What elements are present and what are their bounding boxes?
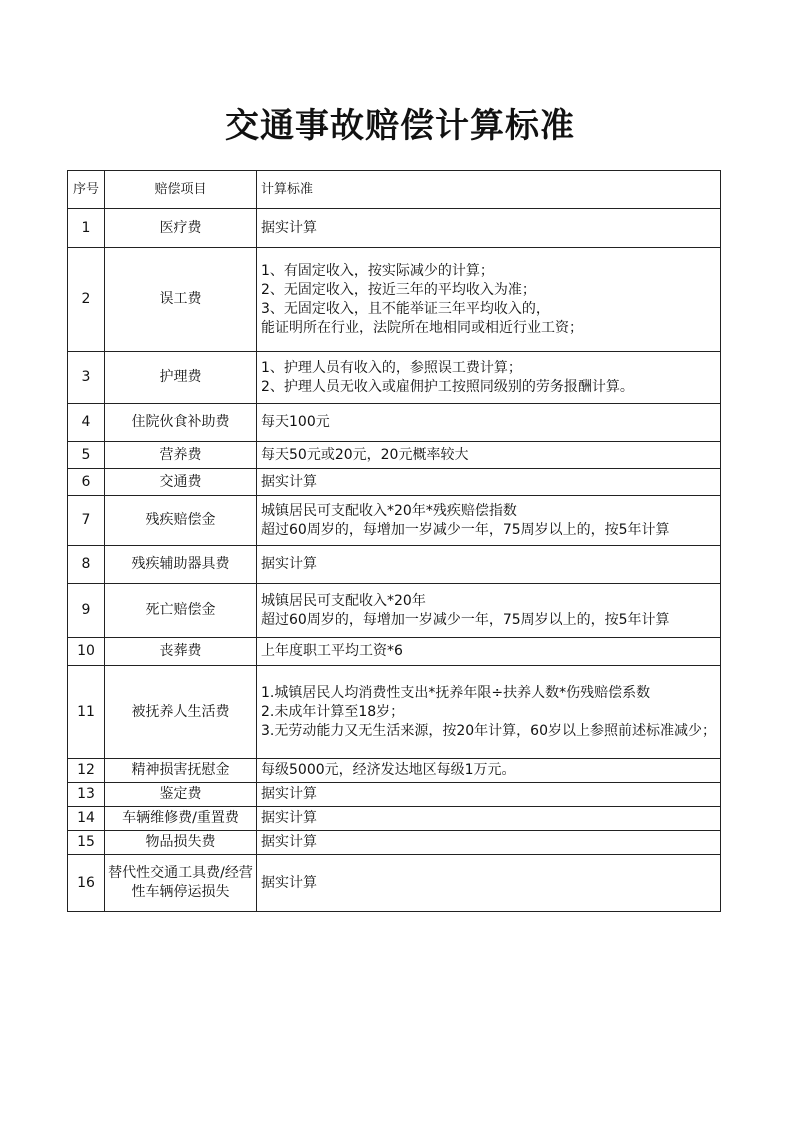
table-row [68, 831, 721, 855]
row-number: 11 [68, 666, 105, 759]
standard-line: 上年度职工平均工资*6 [261, 643, 403, 659]
compensation-item: 鉴定费 [105, 783, 257, 807]
compensation-item: 被抚养人生活费 [105, 666, 257, 759]
calculation-standard [257, 666, 721, 759]
table-row [68, 855, 721, 912]
compensation-item: 交通费 [105, 469, 257, 496]
standard-line: 城镇居民可支配收入*20年 [261, 592, 426, 609]
table-row [68, 584, 721, 638]
table-row [68, 496, 721, 546]
calculation-standard [257, 496, 721, 546]
compensation-item: 精神损害抚慰金 [105, 759, 257, 783]
row-number: 1 [68, 209, 105, 248]
row-number: 16 [68, 855, 105, 912]
row-number: 2 [68, 248, 105, 352]
standard-line: 每天100元 [261, 414, 330, 430]
standard-line: 3、无固定收入，且不能举证三年平均收入的， [261, 300, 550, 317]
standard-line: 1.城镇居民人均消费性支出*抚养年限÷扶养人数*伤残赔偿系数 [261, 684, 651, 701]
standard-line: 2、无固定收入，按近三年的平均收入为准； [261, 281, 536, 298]
calculation-standard [257, 638, 721, 666]
calculation-standard [257, 404, 721, 442]
calculation-standard [257, 584, 721, 638]
row-number: 5 [68, 442, 105, 469]
row-number: 13 [68, 783, 105, 807]
row-number: 7 [68, 496, 105, 546]
standard-line: 据实计算 [261, 834, 317, 850]
calculation-standard [257, 442, 721, 469]
standard-line: 每天50元或20元，20元概率较大 [261, 446, 469, 463]
table-row [68, 546, 721, 584]
standard-line: 1、有固定收入，按实际减少的计算； [261, 262, 494, 279]
row-number: 14 [68, 807, 105, 831]
compensation-item: 残疾赔偿金 [105, 496, 257, 546]
table-row [68, 469, 721, 496]
row-number: 3 [68, 352, 105, 404]
table-row [68, 807, 721, 831]
row-number: 9 [68, 584, 105, 638]
row-number: 8 [68, 546, 105, 584]
table-row [68, 638, 721, 666]
compensation-item: 替代性交通工具费/经营性车辆停运损失 [105, 855, 257, 912]
compensation-item: 残疾辅助器具费 [105, 546, 257, 584]
table-row [68, 783, 721, 807]
row-number: 4 [68, 404, 105, 442]
standard-line: 3.无劳动能力又无生活来源，按20年计算，60岁以上参照前述标准减少； [261, 722, 716, 739]
standard-line: 超过60周岁的，每增加一岁减少一年，75周岁以上的，按5年计算 [261, 521, 670, 538]
compensation-item: 医疗费 [105, 209, 257, 248]
calculation-standard [257, 783, 721, 807]
standard-line: 2.未成年计算至18岁； [261, 703, 405, 720]
calculation-standard [257, 248, 721, 352]
compensation-item: 护理费 [105, 352, 257, 404]
compensation-item: 住院伙食补助费 [105, 404, 257, 442]
standard-line: 能证明所在行业，法院所在地相同或相近行业工资； [261, 319, 583, 336]
header-standard: 计算标准 [257, 171, 721, 209]
table-row [68, 442, 721, 469]
compensation-item: 误工费 [105, 248, 257, 352]
standard-line: 据实计算 [261, 810, 317, 826]
header-no: 序号 [68, 171, 105, 209]
calculation-standard [257, 807, 721, 831]
compensation-item: 营养费 [105, 442, 257, 469]
standard-line: 1、护理人员有收入的，参照误工费计算； [261, 359, 522, 376]
row-number: 12 [68, 759, 105, 783]
row-number: 10 [68, 638, 105, 666]
table-row [68, 666, 721, 759]
table-row [68, 759, 721, 783]
row-number: 6 [68, 469, 105, 496]
compensation-item: 物品损失费 [105, 831, 257, 855]
standard-line: 超过60周岁的，每增加一岁减少一年，75周岁以上的，按5年计算 [261, 611, 670, 628]
standard-line: 每级5000元，经济发达地区每级1万元。 [261, 762, 516, 778]
standard-line: 2、护理人员无收入或雇佣护工按照同级别的劳务报酬计算。 [261, 378, 634, 395]
page-title: 交通事故赔偿计算标准 [225, 106, 575, 146]
calculation-standard [257, 209, 721, 248]
calculation-standard [257, 855, 721, 912]
standard-line: 据实计算 [261, 473, 317, 490]
calculation-standard [257, 831, 721, 855]
standard-line: 据实计算 [261, 219, 317, 236]
compensation-item: 死亡赔偿金 [105, 584, 257, 638]
row-number: 15 [68, 831, 105, 855]
compensation-item: 车辆维修费/重置费 [105, 807, 257, 831]
calculation-standard [257, 469, 721, 496]
header-item: 赔偿项目 [105, 171, 257, 209]
calculation-standard [257, 759, 721, 783]
standard-line: 城镇居民可支配收入*20年*残疾赔偿指数 [261, 502, 517, 519]
table-row [68, 404, 721, 442]
calculation-standard [257, 352, 721, 404]
table-row [68, 209, 721, 248]
calculation-standard [257, 546, 721, 584]
table-header-row [68, 171, 721, 209]
compensation-item: 丧葬费 [105, 638, 257, 666]
table-row [68, 352, 721, 404]
compensation-table [67, 170, 721, 912]
standard-line: 据实计算 [261, 786, 317, 802]
standard-line: 据实计算 [261, 556, 317, 572]
table-row [68, 248, 721, 352]
standard-line: 据实计算 [261, 874, 317, 891]
